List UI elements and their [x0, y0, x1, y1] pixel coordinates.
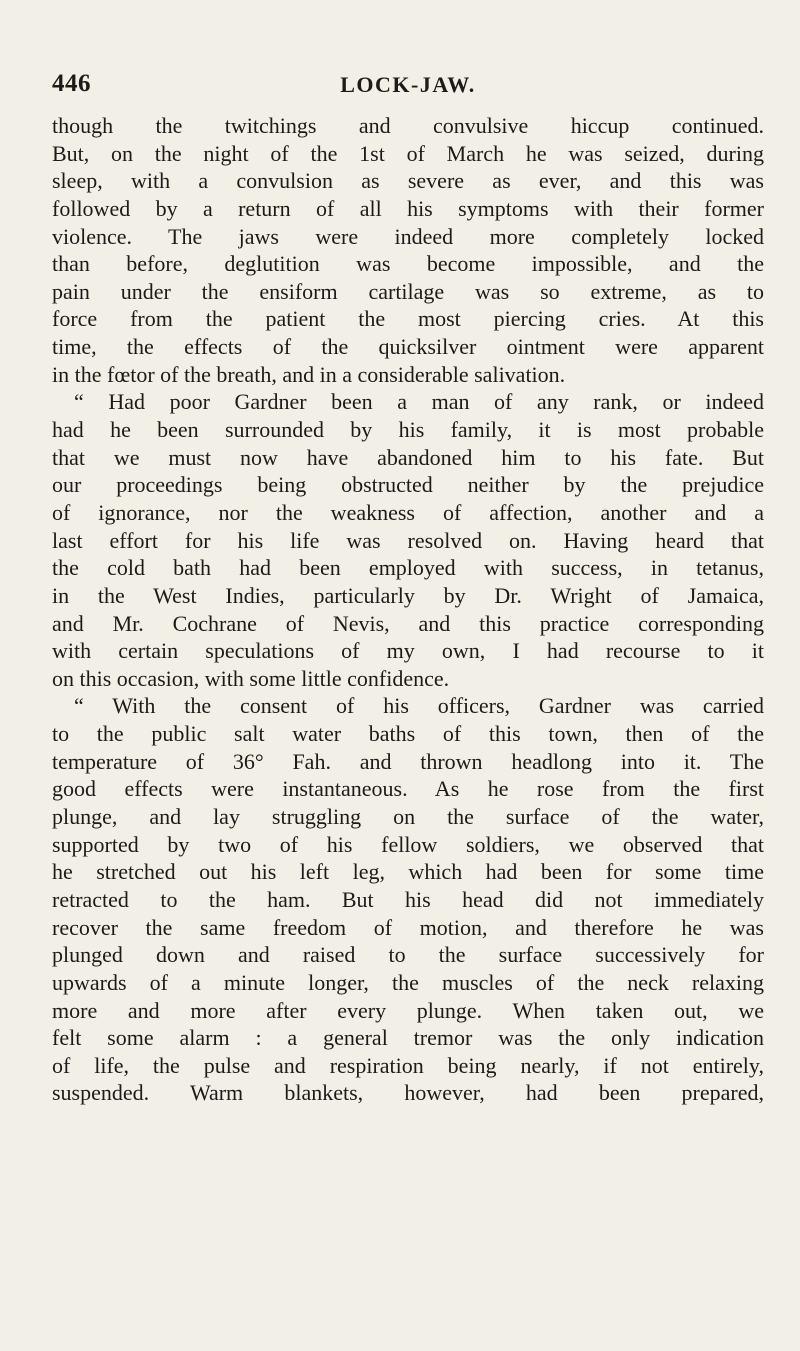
text-line: followed by a return of all his symptoms with their former — [52, 195, 764, 221]
page-number: 446 — [52, 70, 91, 97]
text-line: last effort for his life was resolved on. Having heard that — [52, 527, 764, 553]
text-line: felt some alarm : a general tremor was the only indication — [52, 1025, 764, 1051]
text-line: to the public salt water baths of this town, then of the — [52, 721, 764, 747]
text-line: suspended. Warm blankets, however, had been prepared, — [52, 1080, 764, 1106]
text-line: “ With the consent of his officers, Gardner was carried — [74, 693, 764, 719]
text-line: time, the effects of the quicksilver ointment were apparent — [52, 334, 764, 360]
text-line: recover the same freedom of motion, and therefore he was — [52, 914, 764, 940]
text-line: sleep, with a convulsion as severe as ever, and this was — [52, 168, 764, 194]
text-line: pain under the ensiform cartilage was so extreme, as to — [52, 278, 764, 304]
text-line: good effects were instantaneous. As he rose from the first — [52, 776, 764, 802]
text-line: that we must now have abandoned him to his fate. But — [52, 444, 764, 470]
running-head — [52, 70, 764, 100]
text-line: of life, the pulse and respiration being nearly, if not entirely, — [52, 1052, 764, 1078]
text-line: “ Had poor Gardner been a man of any rank, or indeed — [74, 389, 764, 415]
text-line: upwards of a minute longer, the muscles of the neck relaxing — [52, 969, 764, 995]
text-line: with certain speculations of my own, I had recourse to it — [52, 638, 764, 664]
text-line: retracted to the ham. But his head did not immediately — [52, 886, 764, 912]
text-line: But, on the night of the 1st of March he was seized, during — [52, 140, 764, 166]
text-line: the cold bath had been employed with success, in tetanus, — [52, 555, 764, 581]
text-line: our proceedings being obstructed neither by the prejudice — [52, 472, 764, 498]
text-line: more and more after every plunge. When taken out, we — [52, 997, 764, 1023]
text-line: and Mr. Cochrane of Nevis, and this practice corresponding — [52, 610, 764, 636]
body-text — [52, 112, 764, 1107]
text-line: plunged down and raised to the surface successively for — [52, 942, 764, 968]
text-line: in the West Indies, particularly by Dr. Wright of Jamaica, — [52, 582, 764, 608]
text-line: supported by two of his fellow soldiers, we observed that — [52, 831, 764, 857]
text-line: on this occasion, with some little confidence. — [52, 665, 450, 691]
text-line: in the fœtor of the breath, and in a considerable salivation. — [52, 361, 566, 387]
text-line: had he been surrounded by his family, it is most probable — [52, 417, 764, 443]
text-line: though the twitchings and convulsive hiccup continued. — [52, 113, 764, 138]
running-title: LOCK-JAW. — [340, 72, 476, 97]
text-line: of ignorance, nor the weakness of affection, another and a — [52, 499, 764, 525]
text-line: than before, deglutition was become impossible, and the — [52, 251, 764, 277]
text-line: temperature of 36° Fah. and thrown headlong into it. The — [52, 748, 764, 774]
text-line: plunge, and lay struggling on the surface of the water, — [52, 804, 764, 830]
text-line: he stretched out his left leg, which had been for some time — [52, 859, 764, 885]
text-line: violence. The jaws were indeed more completely locked — [52, 223, 764, 249]
text-line: force from the patient the most piercing cries. At this — [52, 306, 764, 332]
